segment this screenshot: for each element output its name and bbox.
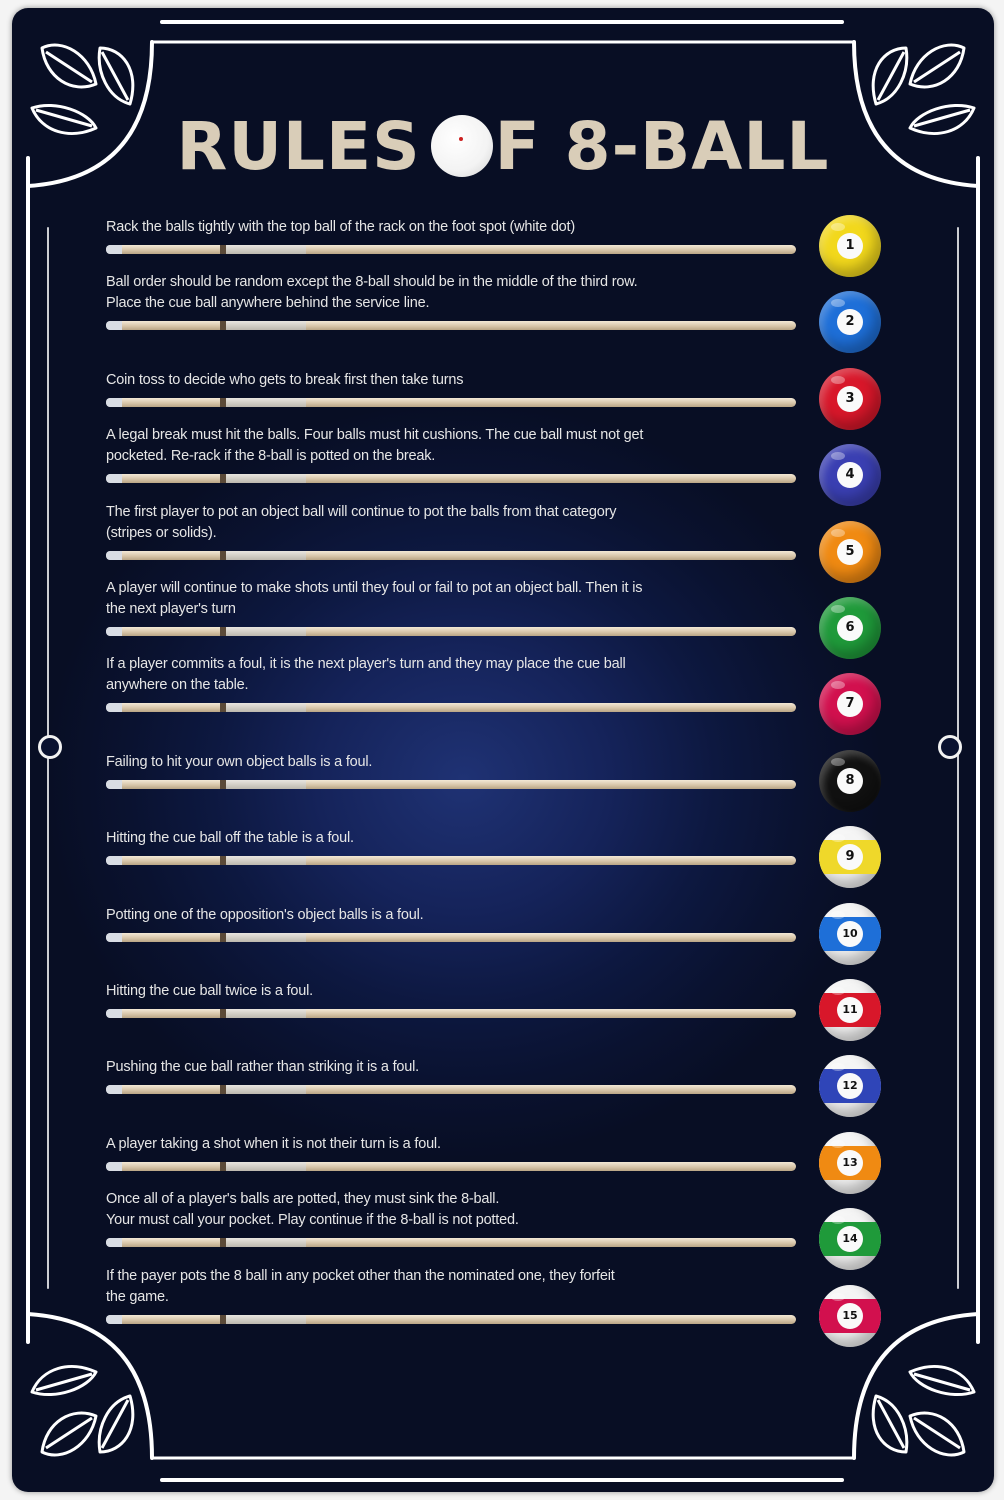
rule-item xyxy=(106,1102,796,1171)
rule-line: A legal break must hit the balls. Four balls must hit cushions. The cue ball must not get xyxy=(106,427,644,444)
cue-stick-icon xyxy=(106,703,796,712)
cue-wrap xyxy=(226,1009,306,1018)
rule-line: Pushing the cue ball rather than striking it is a foul. xyxy=(106,1059,420,1076)
rule-item xyxy=(106,1178,796,1247)
rule-line: Coin toss to decide who gets to break first then take turns xyxy=(106,371,464,388)
cue-tip xyxy=(106,1162,122,1171)
ball-shine xyxy=(831,223,845,231)
billiard-ball-icon xyxy=(819,597,881,659)
ball-number: 11 xyxy=(837,997,863,1023)
rule-line: Place the cue ball anywhere behind the service line. xyxy=(106,295,430,312)
rule-text xyxy=(106,981,766,1002)
rule-line: pocketed. Re-rack if the 8-ball is potted on the break. xyxy=(106,448,436,465)
billiard-ball-icon xyxy=(819,291,881,353)
billiard-ball-icon xyxy=(819,1055,881,1117)
ball-number: 2 xyxy=(837,309,863,335)
ball-shine xyxy=(831,376,845,384)
ball-number: 1 xyxy=(837,233,863,259)
cue-stick-icon xyxy=(106,474,796,483)
cue-ball-icon xyxy=(431,115,493,177)
ball-number: 10 xyxy=(837,921,863,947)
rule-item xyxy=(106,873,796,942)
cue-stick-icon xyxy=(106,551,796,560)
cue-tip xyxy=(106,474,122,483)
billiard-ball-icon xyxy=(819,1132,881,1194)
rule-item xyxy=(106,261,796,330)
rule-line: A player will continue to make shots until they foul or fail to pot an object ball. Then it is xyxy=(106,580,643,596)
rule-text xyxy=(106,217,766,238)
rule-item xyxy=(106,567,796,636)
metal-sign xyxy=(12,8,994,1492)
rule-line: (stripes or solids). xyxy=(106,524,217,541)
ball-shine xyxy=(831,758,845,766)
cue-wrap xyxy=(226,1085,306,1094)
cue-wrap xyxy=(226,551,306,560)
cue-stick-icon xyxy=(106,1238,796,1247)
cue-wrap xyxy=(226,703,306,712)
cue-tip xyxy=(106,856,122,865)
rule-item xyxy=(106,338,796,407)
cue-tip xyxy=(106,321,122,330)
rule-line: Hitting the cue ball off the table is a foul. xyxy=(106,830,354,847)
ball-shine xyxy=(831,605,845,613)
rule-line: Hitting the cue ball twice is a foul. xyxy=(106,983,313,999)
cue-tip xyxy=(106,1315,122,1324)
rule-item xyxy=(106,185,796,254)
cue-stick-icon xyxy=(106,1162,796,1171)
cue-wrap xyxy=(226,856,306,865)
cue-stick-icon xyxy=(106,780,796,789)
cue-tip xyxy=(106,245,122,254)
rule-line: A player taking a shot when it is not their turn is a foul. xyxy=(106,1135,441,1152)
cue-stick-icon xyxy=(106,627,796,636)
rule-text xyxy=(106,425,766,467)
ball-number: 14 xyxy=(837,1226,863,1252)
rule-line: Failing to hit your own object balls is a foul. xyxy=(106,753,373,770)
rule-line: the game. xyxy=(106,1288,169,1305)
page-title xyxy=(12,106,994,186)
billiard-ball-icon xyxy=(819,979,881,1041)
cue-tip xyxy=(106,551,122,560)
rule-line: the next player's turn xyxy=(106,601,236,617)
ball-number: 12 xyxy=(837,1073,863,1099)
billiard-ball-icon xyxy=(819,903,881,965)
billiard-ball-icon xyxy=(819,826,881,888)
rule-line: The first player to pot an object ball will continue to pot the balls from that category xyxy=(106,503,617,520)
ball-number: 15 xyxy=(837,1303,863,1329)
cue-stick-icon xyxy=(106,245,796,254)
ball-shine xyxy=(831,987,845,995)
ball-shine xyxy=(831,452,845,460)
rule-line: If a player commits a foul, it is the next player's turn and they may place the cue ball xyxy=(106,656,626,673)
ball-shine xyxy=(831,1140,845,1148)
ball-shine xyxy=(831,681,845,689)
ball-number: 9 xyxy=(837,844,863,870)
rule-text xyxy=(106,654,766,696)
ball-number: 8 xyxy=(837,768,863,794)
rule-text xyxy=(106,370,766,391)
rule-text xyxy=(106,502,766,544)
rule-text xyxy=(106,1266,766,1308)
rule-item xyxy=(106,491,796,560)
rule-text xyxy=(106,272,766,314)
cue-wrap xyxy=(226,1162,306,1171)
cue-tip xyxy=(106,1085,122,1094)
billiard-ball-icon xyxy=(819,521,881,583)
cue-wrap xyxy=(226,933,306,942)
cue-tip xyxy=(106,933,122,942)
mounting-hole-left xyxy=(38,735,62,759)
cue-stick-icon xyxy=(106,933,796,942)
cue-wrap xyxy=(226,1238,306,1247)
rule-item xyxy=(106,949,796,1018)
rule-line: Rack the balls tightly with the top ball of the rack on the foot spot (white dot) xyxy=(106,219,576,235)
billiard-ball-icon xyxy=(819,368,881,430)
rule-text xyxy=(106,1189,766,1231)
ball-shine xyxy=(831,299,845,307)
cue-wrap xyxy=(226,245,306,254)
cue-wrap xyxy=(226,627,306,636)
title-text-start: RULES xyxy=(176,107,421,185)
cue-stick-icon xyxy=(106,1315,796,1324)
leaf-icon-bottom-right xyxy=(873,1366,974,1454)
rule-item xyxy=(106,1025,796,1094)
ball-number: 3 xyxy=(837,386,863,412)
title-text-end: F 8-BALL xyxy=(494,107,830,185)
cue-tip xyxy=(106,703,122,712)
cue-tip xyxy=(106,627,122,636)
mounting-hole-right xyxy=(938,735,962,759)
cue-tip xyxy=(106,1238,122,1247)
rule-line: Once all of a player's balls are potted, they must sink the 8-ball. xyxy=(106,1191,500,1208)
ball-shine xyxy=(831,911,845,919)
cue-wrap xyxy=(226,398,306,407)
cue-stick-icon xyxy=(106,1085,796,1094)
rule-line: anywhere on the table. xyxy=(106,677,249,694)
cue-tip xyxy=(106,780,122,789)
ball-number: 7 xyxy=(837,691,863,717)
cue-wrap xyxy=(226,1315,306,1324)
rule-text xyxy=(106,752,766,773)
cue-tip xyxy=(106,398,122,407)
cue-stick-icon xyxy=(106,856,796,865)
cue-wrap xyxy=(226,321,306,330)
billiard-ball-icon xyxy=(819,750,881,812)
rule-item xyxy=(106,1255,796,1324)
rule-text xyxy=(106,1057,766,1078)
rule-line: Your must call your pocket. Play continue if the 8-ball is not potted. xyxy=(106,1212,519,1229)
rule-item xyxy=(106,643,796,712)
leaf-icon-bottom-left xyxy=(32,1366,133,1454)
rule-item xyxy=(106,720,796,789)
cue-stick-icon xyxy=(106,1009,796,1018)
ball-number: 13 xyxy=(837,1150,863,1176)
rule-line: If the payer pots the 8 ball in any pocket other than the nominated one, they forfeit xyxy=(106,1267,615,1284)
cue-stick-icon xyxy=(106,398,796,407)
ball-number: 4 xyxy=(837,462,863,488)
billiard-ball-icon xyxy=(819,673,881,735)
cue-stick-icon xyxy=(106,321,796,330)
ball-number: 6 xyxy=(837,615,863,641)
ball-number: 5 xyxy=(837,539,863,565)
cue-wrap xyxy=(226,780,306,789)
rule-text xyxy=(106,905,766,926)
rule-line: Potting one of the opposition's object balls is a foul. xyxy=(106,906,424,923)
billiard-ball-icon xyxy=(819,1285,881,1347)
rule-text xyxy=(106,828,766,849)
ball-shine xyxy=(831,529,845,537)
cue-tip xyxy=(106,1009,122,1018)
billiard-ball-icon xyxy=(819,1208,881,1270)
ball-shine xyxy=(831,1293,845,1301)
rule-item xyxy=(106,414,796,483)
rule-item xyxy=(106,796,796,865)
rule-text xyxy=(106,1134,766,1155)
rule-line: Ball order should be random except the 8-ball should be in the middle of the third row. xyxy=(106,274,638,291)
billiard-ball-icon xyxy=(819,215,881,277)
cue-wrap xyxy=(226,474,306,483)
billiard-ball-icon xyxy=(819,444,881,506)
rule-text xyxy=(106,578,766,620)
